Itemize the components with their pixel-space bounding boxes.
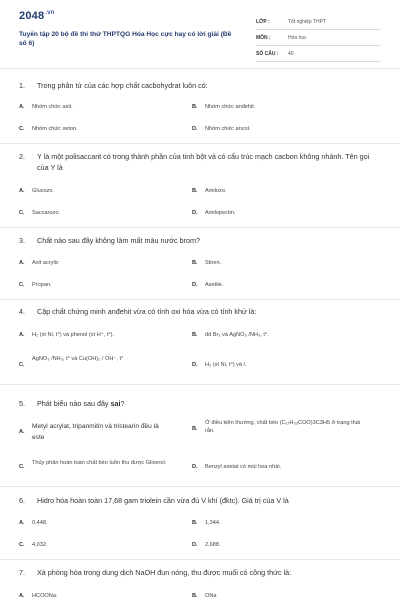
option-text: Glucozo. xyxy=(32,188,55,194)
option-b[interactable] xyxy=(192,187,362,195)
question-number: 1. xyxy=(19,81,25,90)
option-text: 4,032. xyxy=(32,542,48,548)
option-label: D. xyxy=(192,362,198,368)
question-emphasis: sai xyxy=(110,399,121,408)
question-2 xyxy=(19,151,381,173)
option-c[interactable] xyxy=(19,125,189,133)
option-label: A. xyxy=(19,593,25,599)
option-b[interactable] xyxy=(192,103,362,111)
question-divider xyxy=(0,384,400,385)
meta-table xyxy=(256,14,380,62)
option-label: A. xyxy=(19,332,25,338)
option-label: B. xyxy=(192,520,198,526)
option-text: Stiren. xyxy=(205,260,222,266)
question-text xyxy=(19,398,381,409)
question-5 xyxy=(19,398,381,409)
option-d[interactable] xyxy=(192,281,362,289)
question-stem-end: ? xyxy=(120,399,125,408)
option-b[interactable] xyxy=(192,331,362,339)
option-c[interactable] xyxy=(19,541,189,549)
option-a[interactable] xyxy=(19,259,189,267)
question-divider xyxy=(0,486,400,487)
meta-value: 40 xyxy=(288,50,294,57)
option-label: D. xyxy=(192,210,198,216)
meta-value: Tốt nghiệp THPT xyxy=(288,18,326,25)
option-label: A. xyxy=(19,260,25,266)
option-b[interactable] xyxy=(192,519,362,527)
option-text: Axetile. xyxy=(205,282,224,288)
option-text: HCOONa. xyxy=(32,593,58,599)
option-text: Ở điều kiện thường, chất béo (C₁₇H₃₃COO)3C3H5 ở trạng thái rắn. xyxy=(205,420,361,434)
question-number: 3. xyxy=(19,236,25,245)
option-text: ONa xyxy=(205,593,217,599)
question-7 xyxy=(19,567,381,578)
option-a[interactable] xyxy=(19,103,189,111)
option-c[interactable] xyxy=(19,459,169,470)
option-label: B. xyxy=(192,332,198,338)
option-d[interactable] xyxy=(192,541,362,549)
question-stem: Y là một polisaccarit có trong thành phần của tinh bột và có cấu trúc mạch cacbon không nhánh. Tên gọi của Y là xyxy=(37,152,370,172)
question-text xyxy=(19,567,381,578)
question-stem: Xà phòng hóa trong dung dịch NaOH đun nóng, thu được muối có công thức là: xyxy=(37,568,292,577)
option-b[interactable] xyxy=(192,419,362,435)
option-label: A. xyxy=(19,188,25,194)
question-3 xyxy=(19,235,381,246)
option-d[interactable] xyxy=(192,361,362,369)
question-stem: Trong phân tử của các hợp chất cacbohydrat luôn có: xyxy=(37,81,208,90)
meta-row-count xyxy=(256,46,380,62)
question-text xyxy=(19,151,381,173)
option-label: C. xyxy=(19,362,25,368)
option-text: Nhóm chức anđehit. xyxy=(205,104,256,110)
meta-value: Hóa học xyxy=(288,34,307,41)
header-divider xyxy=(0,68,400,69)
option-text: Nhóm chức axit. xyxy=(32,104,73,110)
question-text xyxy=(19,235,381,246)
option-label: B. xyxy=(192,260,198,266)
question-number: 6. xyxy=(19,496,25,505)
option-c[interactable] xyxy=(19,209,189,217)
option-label: A. xyxy=(19,429,25,435)
logo-suffix: .vn xyxy=(45,10,55,16)
option-c[interactable] xyxy=(19,281,189,289)
option-label: B. xyxy=(192,426,198,432)
option-text: 0,448. xyxy=(32,520,48,526)
question-number: 2. xyxy=(19,152,25,161)
option-text: 2,688. xyxy=(205,542,221,548)
option-label: D. xyxy=(192,126,198,132)
option-text: H₂ (xt Ni, t°) và /. xyxy=(205,362,247,368)
question-divider xyxy=(0,143,400,144)
question-divider xyxy=(0,299,400,300)
meta-key: SỐ CÂU : xyxy=(256,50,279,57)
option-text: dd Br₂ và AgNO₃ /NH₃, t°. xyxy=(205,332,269,338)
option-label: D. xyxy=(192,542,198,548)
question-divider xyxy=(0,227,400,228)
question-divider xyxy=(0,559,400,560)
question-stem: Chất nào sau đây không làm mất màu nước brom? xyxy=(37,236,200,245)
page-header xyxy=(0,0,400,70)
option-a[interactable] xyxy=(19,592,189,600)
question-4 xyxy=(19,306,381,317)
option-text: Amilopectin. xyxy=(205,210,236,216)
option-text: Nhóm chức xeton. xyxy=(32,126,78,132)
option-label: C. xyxy=(19,282,25,288)
option-d[interactable] xyxy=(192,125,362,133)
question-1 xyxy=(19,80,381,91)
option-text: Benzyl axetat có mùi hoa nhài. xyxy=(205,464,282,470)
option-label: B. xyxy=(192,593,198,599)
option-a[interactable] xyxy=(19,421,169,443)
option-text: Thủy phân hoàn toàn chất béo luôn thu được Glixerol. xyxy=(32,460,167,466)
question-stem: Hidro hóa hoàn toàn 17,68 gam triolein cần vừa đủ V khí (đktc). Giá trị của V là xyxy=(37,496,289,505)
meta-key: LỚP : xyxy=(256,18,270,25)
question-text xyxy=(19,495,381,506)
option-label: D. xyxy=(192,282,198,288)
question-number: 7. xyxy=(19,568,25,577)
option-label: C. xyxy=(19,542,25,548)
logo-text: 2048 xyxy=(19,10,45,22)
meta-row-class xyxy=(256,14,380,30)
option-label: C. xyxy=(19,126,25,132)
option-text: AgNO₃ /NH₃, t° và Cu(OH)₂ / OH⁻, t° xyxy=(32,356,124,362)
option-text: Saccarozo. xyxy=(32,210,60,216)
option-b[interactable] xyxy=(192,259,362,267)
option-b[interactable] xyxy=(192,592,362,600)
question-text xyxy=(19,80,381,91)
option-a[interactable] xyxy=(19,331,189,339)
question-6 xyxy=(19,495,381,506)
meta-row-subject xyxy=(256,30,380,46)
option-text: Axit acrylic xyxy=(32,260,59,266)
option-text: Metyl acrylat, tripanmitin và tristearin đều là este xyxy=(32,423,159,441)
option-text: Propan. xyxy=(32,282,52,288)
option-d[interactable] xyxy=(192,463,362,471)
question-number: 5. xyxy=(19,399,25,408)
option-a[interactable] xyxy=(19,519,189,527)
option-d[interactable] xyxy=(192,209,362,217)
option-label: B. xyxy=(192,104,198,110)
option-a[interactable] xyxy=(19,187,189,195)
question-number: 4. xyxy=(19,307,25,316)
option-label: C. xyxy=(19,210,25,216)
document-title: Tuyển tập 20 bộ đề thi thử THPTQG Hóa Học cực hay có lời giải (Đề số 6) xyxy=(19,31,232,47)
site-logo[interactable] xyxy=(19,10,55,22)
option-label: A. xyxy=(19,104,25,110)
option-label: A. xyxy=(19,520,25,526)
question-stem: Cặp chất chứng minh anđehit vừa có tính oxi hóa vừa có tính khử là: xyxy=(37,307,257,316)
option-text: Nhóm chức ancol. xyxy=(205,126,251,132)
option-text: Amilozo. xyxy=(205,188,227,194)
meta-key: MÔN : xyxy=(256,34,271,41)
question-text xyxy=(19,306,381,317)
option-c[interactable] xyxy=(19,355,189,368)
option-label: C. xyxy=(19,464,25,470)
option-label: D. xyxy=(192,464,198,470)
option-text: H₂ (xt Ni, t°) và phenol (xt H⁺, t°). xyxy=(32,332,115,338)
question-stem: Phát biểu nào sau đây xyxy=(37,399,111,408)
option-label: B. xyxy=(192,188,198,194)
option-text: 1,344. xyxy=(205,520,221,526)
